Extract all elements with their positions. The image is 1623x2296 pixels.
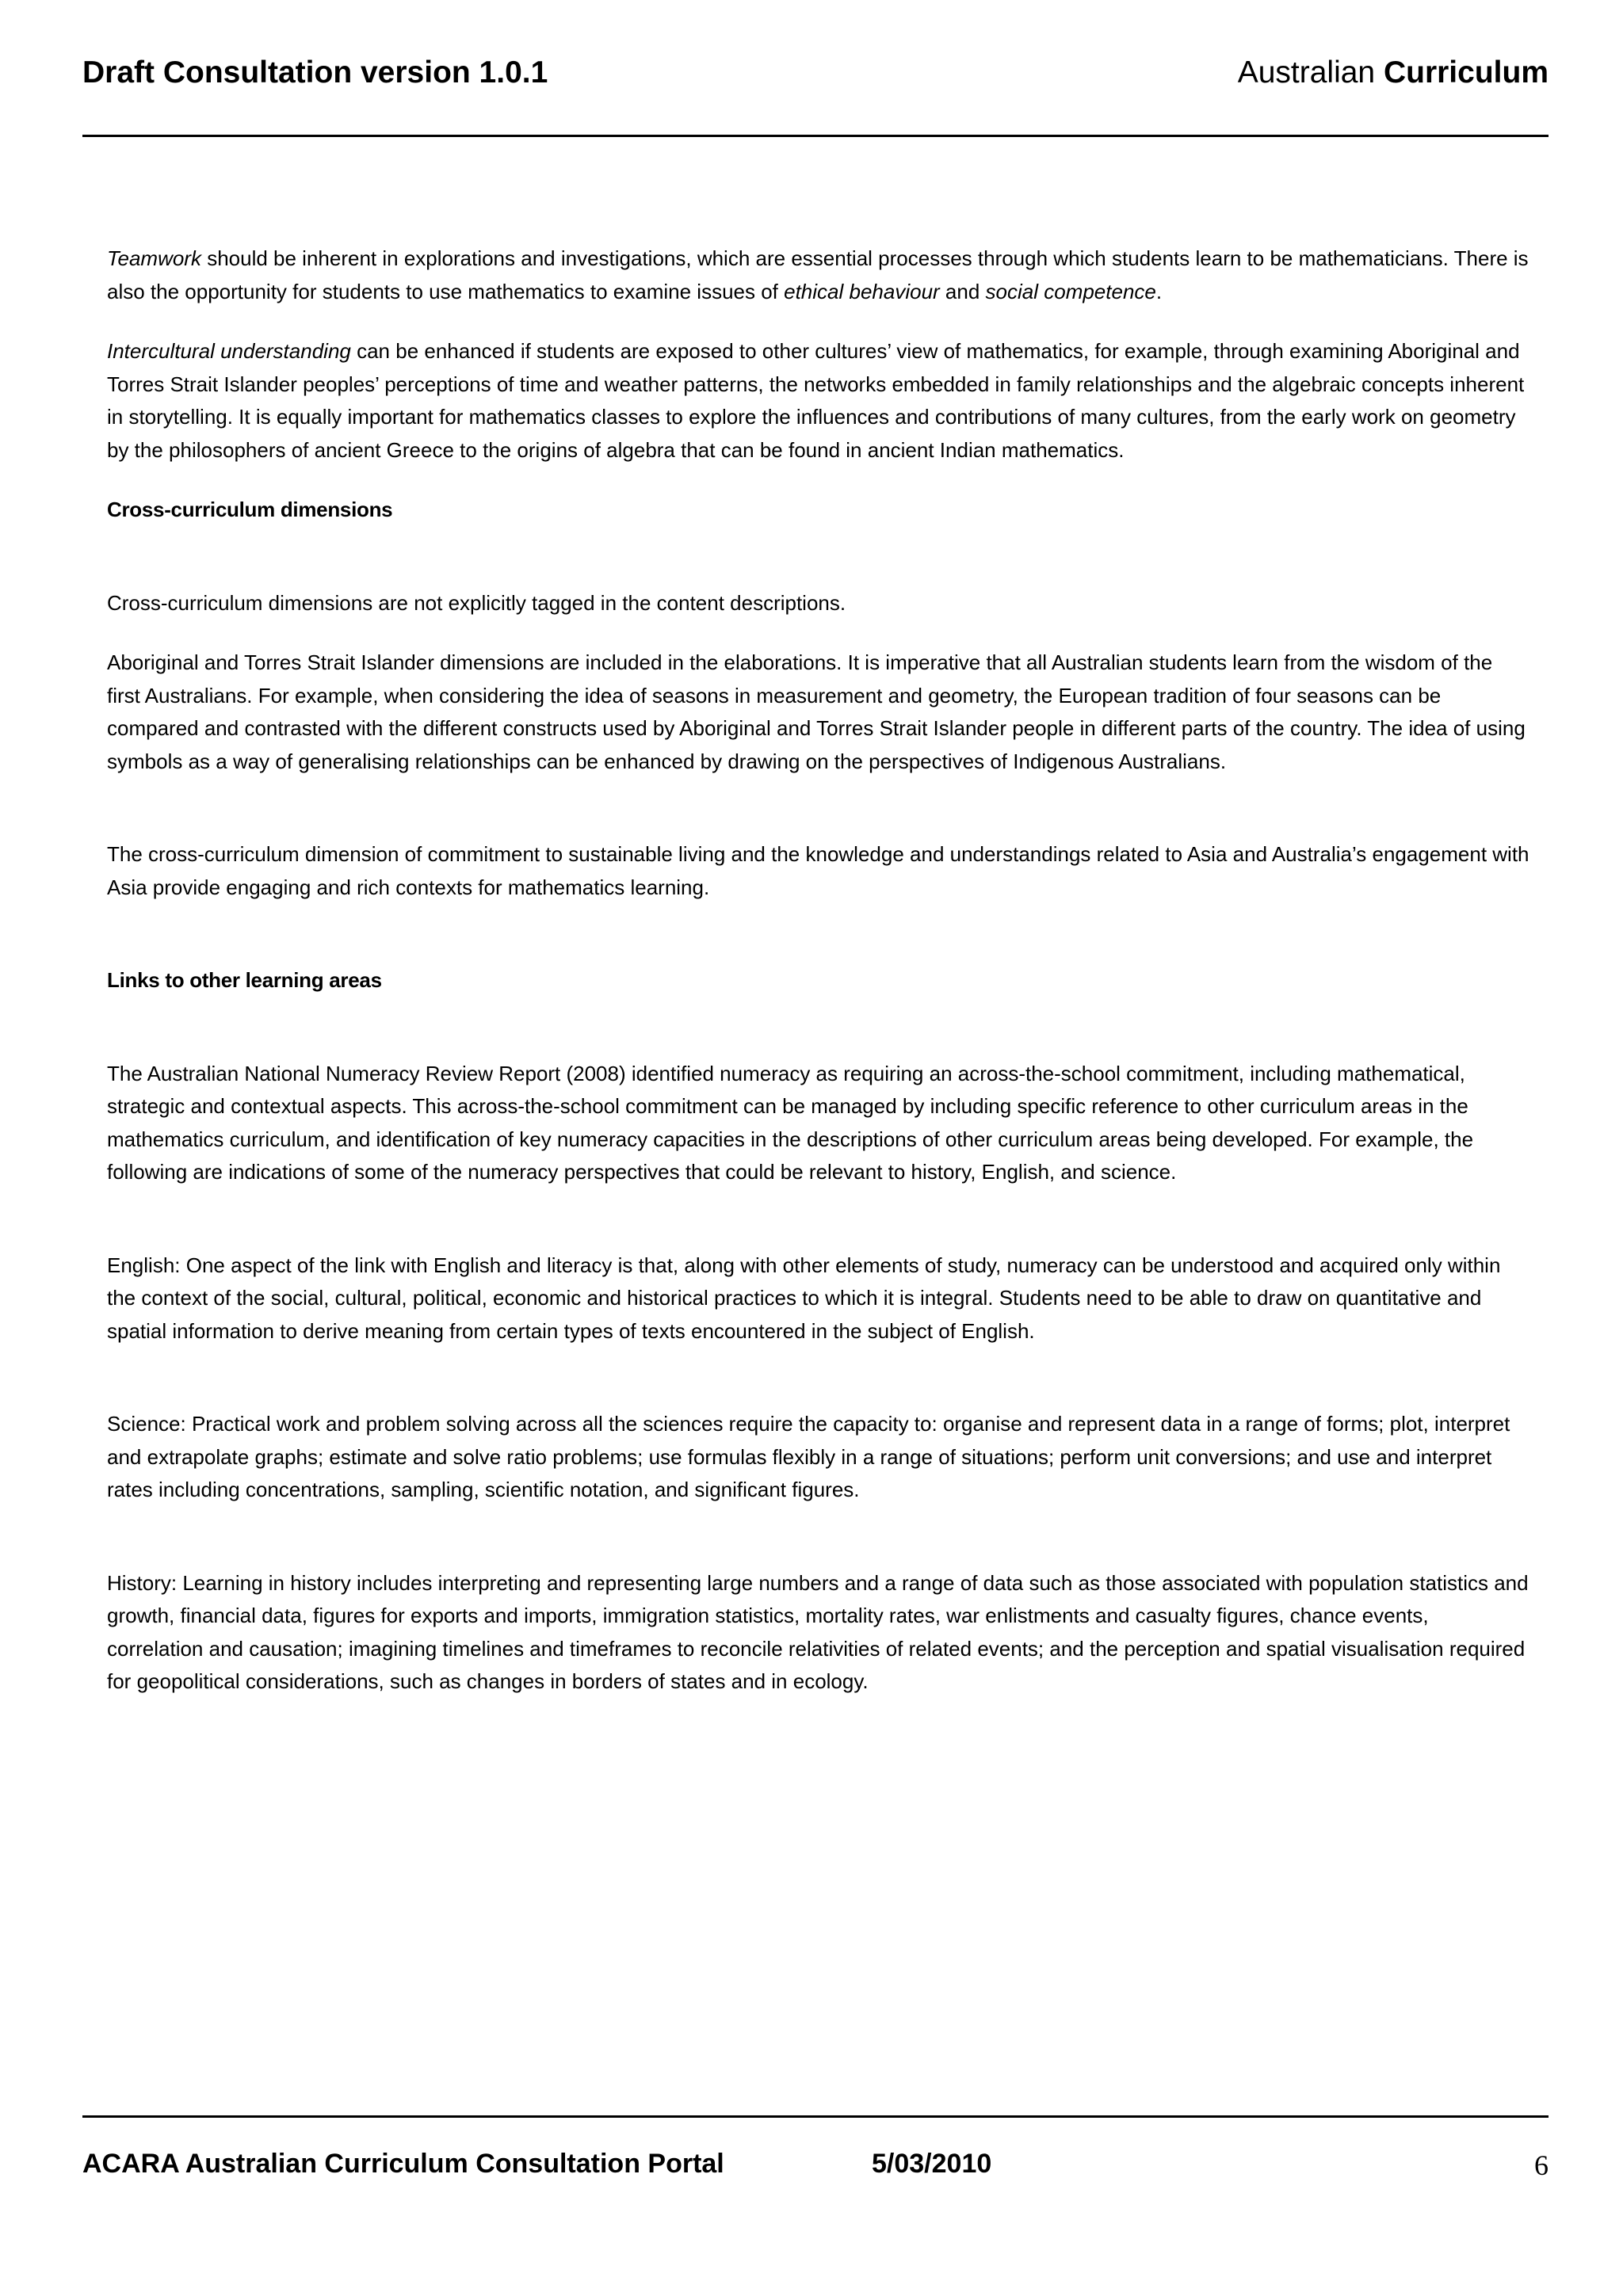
paragraph-teamwork	[107, 242, 1529, 308]
heading-cross-curriculum: Cross-curriculum dimensions	[107, 498, 393, 521]
heading-links-learning-areas: Links to other learning areas	[107, 968, 382, 992]
publication-date: 5/03/2010	[872, 2149, 992, 2179]
social-competence-term: social competence	[985, 279, 1156, 303]
document-version-title: Draft Consultation version 1.0.1	[82, 55, 548, 90]
page-header	[82, 55, 1549, 100]
paragraph-numeracy-review: The Australian National Numeracy Review Report (2008) identified numeracy as requiring an across-the-school commitment, including mathematical, strategic and contextual aspects. This across-the-school commitment can be managed by including specific reference to other curriculum areas in the mathematics curriculum, and identification of key numeracy capacities in the descriptions of other curriculum areas being developed. For example, the following are indications of some of the numeracy perspectives that could be relevant to history, English, and science.	[107, 1061, 1474, 1184]
paragraph-text: should be inherent in explorations and investigations, which are essential processes through which students learn to be mathematicians. There is also the opportunity for students to use mathematics to examine issues of	[107, 246, 1529, 303]
teamwork-term: Teamwork	[107, 246, 201, 270]
intercultural-understanding-term: Intercultural understanding	[107, 339, 351, 363]
paragraph-intercultural	[107, 335, 1529, 467]
paragraph-history: History: Learning in history includes interpreting and representing large numbers and a range of data such as those associated with population statistics and growth, financial data, figures for exports and imports, immigration statistics, mortality rates, war enlistments and casualty figures, chance events, correlation and causation; imagining timelines and timeframes to reconcile relativities of related events; and the perception and spatial visualisation required for geopolitical considerations, such as changes in borders of states and in ecology.	[107, 1570, 1529, 1693]
paragraph-science: Science: Practical work and problem solving across all the sciences require the capacity to: organise and represent data in a range of forms; plot, interpret and extrapolate graphs; estimate and solve ratio problems; use formulas flexibly in a range of situations; perform unit conversions; and use and interpret rates including concentrations, sampling, scientific notation, and significant figures.	[107, 1412, 1510, 1501]
page-footer	[82, 2149, 1549, 2188]
body-content	[107, 242, 1529, 1699]
paragraph-text: can be enhanced if students are exposed to other cultures’ view of mathematics, for example, through examining Aboriginal and Torres Strait Islander peoples’ perceptions of time and weather patterns, the networks embedded in family relationships and the algebraic concepts inherent in storytelling. It is equally important for mathematics classes to explore the influences and contributions of many cultures, from the early work on geometry by the philosophers of ancient Greece to the origins of algebra that can be found in ancient Indian mathematics.	[107, 339, 1525, 462]
portal-name: ACARA Australian Curriculum Consultation Portal	[82, 2149, 724, 2179]
paragraph-text: and	[939, 279, 986, 303]
paragraph-sustainable-living: The cross-curriculum dimension of commitment to sustainable living and the knowledge and understandings related to Asia and Australia’s engagement with Asia provide engaging and rich contexts for mathematics learning.	[107, 842, 1529, 899]
brand-bold-text: Curriculum	[1383, 55, 1549, 90]
header-divider	[82, 135, 1549, 137]
curriculum-brand	[1238, 55, 1549, 90]
paragraph-english: English: One aspect of the link with English and literacy is that, along with other elements of study, numeracy can be understood and acquired only within the context of the social, cultural, political, economic and historical practices to which it is integral. Students need to be able to draw on quantitative and spatial information to derive meaning from certain types of texts encountered in the subject of English.	[107, 1253, 1501, 1343]
brand-light-text: Australian	[1237, 55, 1376, 90]
paragraph-aboriginal-dimensions: Aboriginal and Torres Strait Islander dimensions are included in the elaborations. It is imperative that all Australian students learn from the wisdom of the first Australians. For example, when considering the idea of seasons in measurement and geometry, the European tradition of four seasons can be compared and contrasted with the different constructs used by Aboriginal and Torres Strait Islander people in different parts of the country. The idea of using symbols as a way of generalising relationships can be enhanced by drawing on the perspectives of Indigenous Australians.	[107, 650, 1526, 773]
footer-divider	[82, 2115, 1549, 2118]
paragraph-text: .	[1155, 279, 1163, 303]
page-number: 6	[1534, 2149, 1549, 2181]
ethical-behaviour-term: ethical behaviour	[784, 279, 940, 303]
paragraph-not-tagged: Cross-curriculum dimensions are not explicitly tagged in the content descriptions.	[107, 590, 846, 615]
